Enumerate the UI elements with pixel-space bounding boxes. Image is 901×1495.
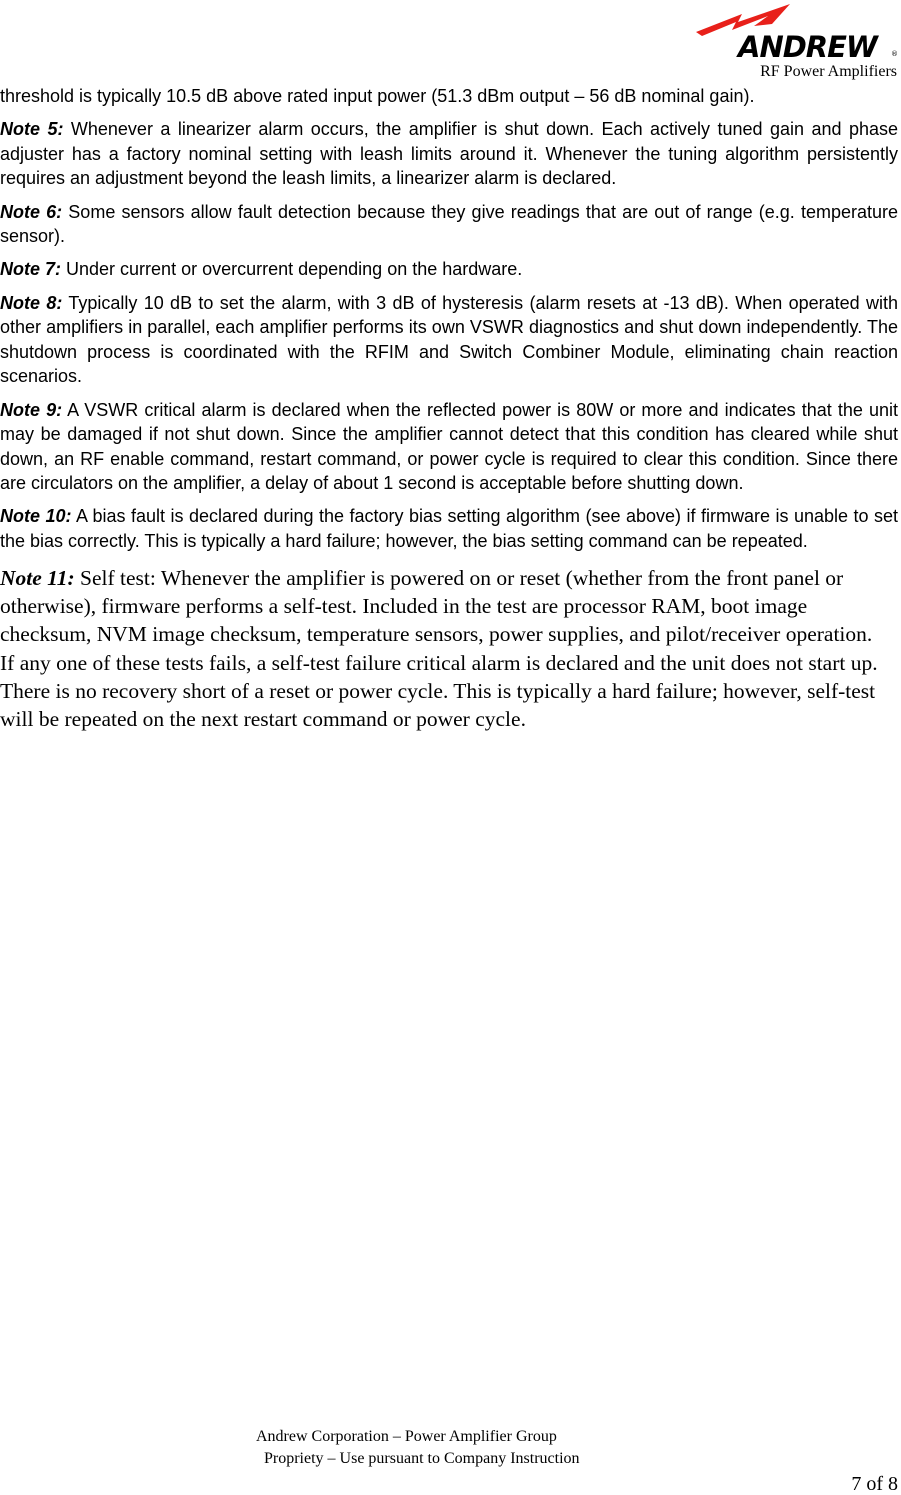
note-label: Note 8:: [0, 292, 63, 313]
note-label: Note 10:: [0, 506, 72, 527]
registered-mark: ®: [891, 50, 898, 58]
note-11: [0, 564, 898, 734]
page-number: 7 of 8: [851, 1473, 898, 1495]
logo-wordmark: ANDREW: [738, 30, 877, 64]
header-subtitle: RF Power Amplifiers: [760, 63, 897, 80]
note-text: Typically 10 dB to set the alarm, with 3 dB of hysteresis (alarm resets at -13 dB). When operated with other amplifiers in parallel, each amplifier performs its own VSWR diagnostics and shut down independently. The shutdown process is coordinated with the RFIM and Switch Combiner Module, eliminating chain reaction scenarios.: [0, 292, 898, 387]
note-label: Note 6:: [0, 201, 63, 222]
note-8: [0, 291, 898, 389]
note-text: A bias fault is declared during the factory bias setting algorithm (see above) if firmware is unable to set the bias correctly. This is typically a hard failure; however, the bias setting command can be repeated.: [0, 506, 899, 552]
note-5: [0, 117, 898, 191]
note-label: Note 9:: [0, 399, 63, 420]
footer-company: Andrew Corporation – Power Amplifier Group: [256, 1428, 557, 1445]
note-7: [0, 257, 898, 282]
note-text: Whenever a linearizer alarm occurs, the amplifier is shut down. Each actively tuned gain and phase adjuster has a factory nominal setting with leash limits around it. Whenever the tuning algorithm persistently requires an adjustment beyond the leash limits, a linearizer alarm is declared.: [0, 119, 898, 189]
note-text: Under current or overcurrent depending on the hardware.: [61, 259, 523, 280]
paragraph-threshold: [0, 84, 898, 109]
paragraph-text: threshold is typically 10.5 dB above rated input power (51.3 dBm output – 56 dB nominal gain).: [0, 86, 755, 106]
note-9: [0, 398, 898, 496]
note-text: Self test: Whenever the amplifier is powered on or reset (whether from the front panel or otherwise), firmware performs a self-test. Included in the test are processor RAM, boot image checksum, NVM image checksum, temperature sensors, power supplies, and pilot/receiver operation. If any one of these tests fails, a self-test failure critical alarm is declared and the unit does not start up. There is no recovery short of a reset or power cycle. This is typically a hard failure; however, self-test will be repeated on the next restart command or power cycle.: [0, 565, 878, 732]
note-10: [0, 504, 898, 553]
note-label: Note 11:: [0, 565, 75, 590]
note-label: Note 7:: [0, 259, 62, 280]
footer-notice: Propriety – Use pursuant to Company Instruction: [264, 1450, 580, 1467]
andrew-logo: [694, 2, 901, 64]
document-body: [0, 84, 898, 733]
note-text: Some sensors allow fault detection because they give readings that are out of range (e.g. temperature sensor).: [0, 201, 898, 247]
note-label: Note 5:: [0, 119, 64, 140]
note-text: A VSWR critical alarm is declared when the reflected power is 80W or more and indicates that the unit may be damaged if not shut down. Since the amplifier cannot detect that this condition has cleared while shut down, an RF enable command, restart command, or power cycle is required to clear this condition. Since there are circulators on the amplifier, a delay of about 1 second is acceptable before shutting down.: [0, 399, 898, 494]
note-6: [0, 200, 898, 249]
